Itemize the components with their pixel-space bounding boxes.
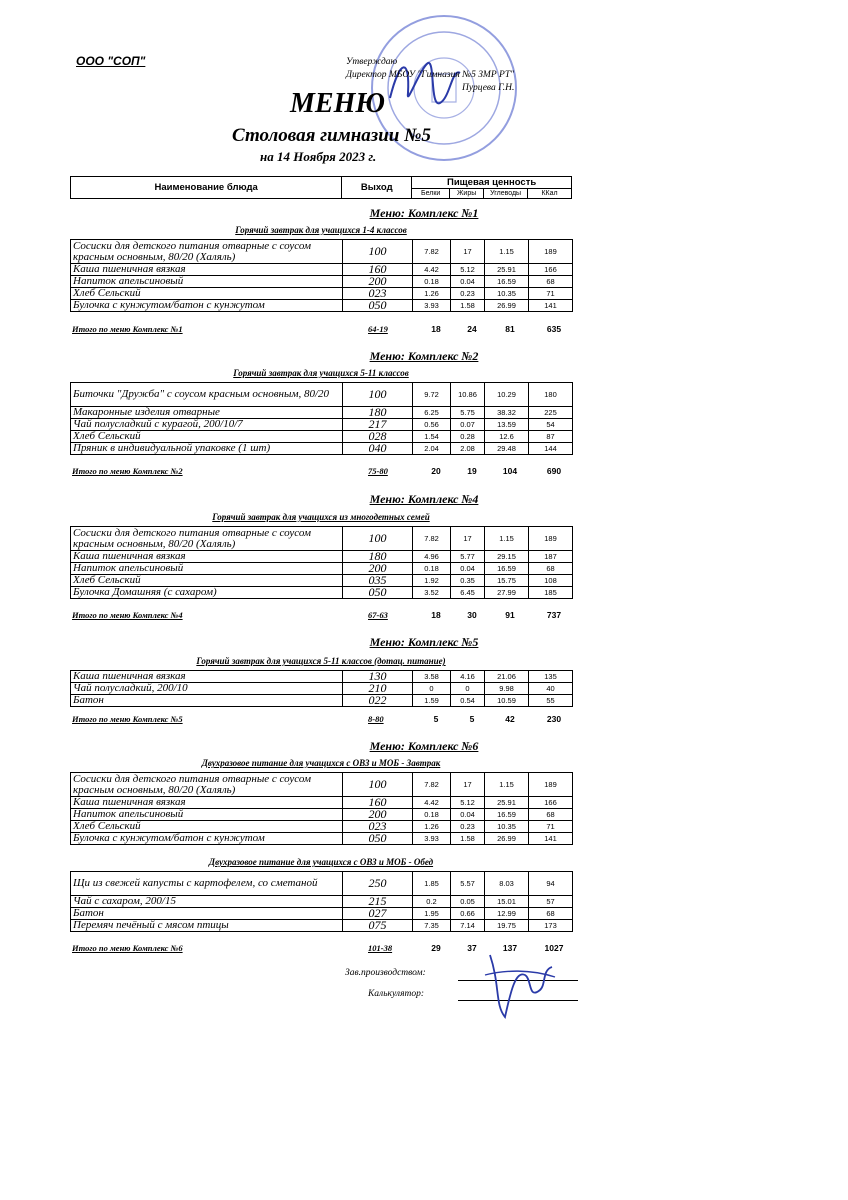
dish-name: Хлеб Сельский bbox=[71, 575, 343, 587]
table-row bbox=[71, 383, 573, 407]
dish-output: 050 bbox=[343, 587, 413, 599]
dish-fat: 1.58 bbox=[451, 300, 485, 312]
dish-kcal: 68 bbox=[529, 563, 573, 575]
total-protein: 5 bbox=[433, 714, 439, 724]
total-label: Итого по меню Комплекс №5 bbox=[72, 714, 183, 724]
dish-kcal: 40 bbox=[529, 683, 573, 695]
table-row bbox=[71, 908, 573, 920]
col-carbs-header: Углеводы bbox=[484, 189, 528, 199]
dish-carbs: 12.99 bbox=[485, 908, 529, 920]
section-title: Меню: Комплекс №5 bbox=[369, 635, 479, 649]
dish-fat: 0.04 bbox=[451, 809, 485, 821]
table-row bbox=[71, 264, 573, 276]
dish-name: Батон bbox=[71, 908, 343, 920]
dish-name: Напиток апельсиновый bbox=[71, 276, 343, 288]
dish-fat: 5.12 bbox=[451, 797, 485, 809]
dish-protein: 4.96 bbox=[413, 551, 451, 563]
table-row bbox=[71, 896, 573, 908]
dish-name: Сосиски для детского питания отварные с соусом красным основным, 80/20 (Халяль) bbox=[71, 527, 343, 551]
dish-carbs: 29.48 bbox=[485, 443, 529, 455]
dish-name: Хлеб Сельский bbox=[71, 288, 343, 300]
dish-output: 028 bbox=[343, 431, 413, 443]
dish-protein: 7.82 bbox=[413, 240, 451, 264]
dish-fat: 5.57 bbox=[451, 872, 485, 896]
table-row bbox=[71, 773, 573, 797]
table-row bbox=[71, 575, 573, 587]
dish-protein: 3.93 bbox=[413, 833, 451, 845]
total-protein: 20 bbox=[431, 466, 441, 476]
dish-kcal: 68 bbox=[529, 908, 573, 920]
approve-person: Пурцева Г.Н. bbox=[462, 83, 515, 93]
dish-fat: 17 bbox=[451, 527, 485, 551]
dish-output: 050 bbox=[343, 300, 413, 312]
dish-fat: 0.04 bbox=[451, 276, 485, 288]
dish-output: 023 bbox=[343, 288, 413, 300]
total-kcal: 1027 bbox=[544, 943, 564, 953]
dish-output: 027 bbox=[343, 908, 413, 920]
table-row bbox=[71, 551, 573, 563]
dish-output: 100 bbox=[343, 773, 413, 797]
dish-name: Напиток апельсиновый bbox=[71, 809, 343, 821]
dish-protein: 6.25 bbox=[413, 407, 451, 419]
dish-protein: 7.35 bbox=[413, 920, 451, 932]
menu-table bbox=[70, 670, 573, 707]
total-kcal: 737 bbox=[546, 610, 562, 620]
total-kcal: 635 bbox=[546, 324, 562, 334]
dish-fat: 0.35 bbox=[451, 575, 485, 587]
dish-carbs: 10.35 bbox=[485, 821, 529, 833]
approve-label: Утверждаю bbox=[346, 57, 398, 67]
dish-output: 200 bbox=[343, 563, 413, 575]
dish-protein: 1.92 bbox=[413, 575, 451, 587]
dish-carbs: 38.32 bbox=[485, 407, 529, 419]
dish-carbs: 15.01 bbox=[485, 896, 529, 908]
dish-carbs: 15.75 bbox=[485, 575, 529, 587]
page-subtitle: Столовая гимназии №5 bbox=[232, 125, 431, 146]
dish-kcal: 166 bbox=[529, 797, 573, 809]
dish-protein: 0.18 bbox=[413, 809, 451, 821]
dish-kcal: 187 bbox=[529, 551, 573, 563]
total-row bbox=[70, 610, 572, 622]
section-subtitle: Горячий завтрак для учащихся 1-4 классов bbox=[235, 225, 407, 235]
total-label: Итого по меню Комплекс №1 bbox=[72, 324, 183, 334]
dish-fat: 1.58 bbox=[451, 833, 485, 845]
col-nutrition-header: Пищевая ценность bbox=[412, 177, 572, 189]
dish-name: Каша пшеничная вязкая bbox=[71, 264, 343, 276]
dish-kcal: 141 bbox=[529, 300, 573, 312]
dish-kcal: 185 bbox=[529, 587, 573, 599]
menu-table bbox=[70, 526, 573, 599]
dish-protein: 0.18 bbox=[413, 563, 451, 575]
total-carbs: 42 bbox=[505, 714, 515, 724]
total-output: 101-38 bbox=[368, 943, 393, 953]
total-output: 8-80 bbox=[368, 714, 384, 724]
dish-fat: 0.04 bbox=[451, 563, 485, 575]
approve-position: Директор МБОУ "Гимназия №5 ЗМР РТ" bbox=[346, 70, 515, 80]
section-title: Меню: Комплекс №6 bbox=[369, 739, 479, 753]
dish-name: Хлеб Сельский bbox=[71, 821, 343, 833]
table-row bbox=[71, 407, 573, 419]
dish-name: Каша пшеничная вязкая bbox=[71, 671, 343, 683]
dish-protein: 1.54 bbox=[413, 431, 451, 443]
dish-carbs: 1.15 bbox=[485, 527, 529, 551]
dish-protein: 1.95 bbox=[413, 908, 451, 920]
dish-kcal: 225 bbox=[529, 407, 573, 419]
col-output-header: Выход bbox=[342, 177, 412, 199]
table-row bbox=[71, 288, 573, 300]
calculator-label: Калькулятор: bbox=[368, 989, 425, 999]
total-kcal: 690 bbox=[546, 466, 562, 476]
total-output: 75-80 bbox=[368, 466, 388, 476]
dish-output: 130 bbox=[343, 671, 413, 683]
dish-output: 040 bbox=[343, 443, 413, 455]
dish-kcal: 141 bbox=[529, 833, 573, 845]
dish-kcal: 94 bbox=[529, 872, 573, 896]
dish-protein: 1.26 bbox=[413, 288, 451, 300]
total-label: Итого по меню Комплекс №2 bbox=[72, 466, 183, 476]
dish-name: Сосиски для детского питания отварные с соусом красным основным, 80/20 (Халяль) bbox=[71, 773, 343, 797]
col-protein-header: Белки bbox=[412, 189, 450, 199]
dish-protein: 7.82 bbox=[413, 527, 451, 551]
dish-fat: 0.23 bbox=[451, 821, 485, 833]
dish-carbs: 16.59 bbox=[485, 563, 529, 575]
dish-fat: 0.07 bbox=[451, 419, 485, 431]
total-fat: 37 bbox=[467, 943, 477, 953]
dish-name: Биточки "Дружба" с соусом красным основным, 80/20 bbox=[71, 383, 343, 407]
section-title: Меню: Комплекс №1 bbox=[369, 206, 479, 220]
total-label: Итого по меню Комплекс №4 bbox=[72, 610, 183, 620]
table-row bbox=[71, 872, 573, 896]
dish-carbs: 10.35 bbox=[485, 288, 529, 300]
column-header bbox=[70, 176, 572, 199]
table-row bbox=[71, 527, 573, 551]
menu-table bbox=[70, 772, 573, 845]
dish-kcal: 54 bbox=[529, 419, 573, 431]
dish-fat: 0.23 bbox=[451, 288, 485, 300]
dish-output: 160 bbox=[343, 797, 413, 809]
table-row bbox=[71, 671, 573, 683]
dish-kcal: 135 bbox=[529, 671, 573, 683]
dish-carbs: 1.15 bbox=[485, 240, 529, 264]
dish-fat: 10.86 bbox=[451, 383, 485, 407]
dish-kcal: 189 bbox=[529, 527, 573, 551]
dish-fat: 0.54 bbox=[451, 695, 485, 707]
dish-name: Каша пшеничная вязкая bbox=[71, 797, 343, 809]
table-row bbox=[71, 587, 573, 599]
dish-carbs: 21.06 bbox=[485, 671, 529, 683]
production-signature bbox=[470, 945, 560, 1025]
dish-kcal: 68 bbox=[529, 809, 573, 821]
table-row bbox=[71, 300, 573, 312]
table-row bbox=[71, 419, 573, 431]
table-row bbox=[71, 695, 573, 707]
dish-output: 210 bbox=[343, 683, 413, 695]
dish-carbs: 9.98 bbox=[485, 683, 529, 695]
dish-carbs: 10.59 bbox=[485, 695, 529, 707]
dish-protein: 1.85 bbox=[413, 872, 451, 896]
dish-name: Булочка Домашняя (с сахаром) bbox=[71, 587, 343, 599]
dish-fat: 0.28 bbox=[451, 431, 485, 443]
total-kcal: 230 bbox=[546, 714, 562, 724]
dish-carbs: 12.6 bbox=[485, 431, 529, 443]
menu-table bbox=[70, 239, 573, 312]
section-title: Меню: Комплекс №2 bbox=[369, 349, 479, 363]
dish-fat: 17 bbox=[451, 773, 485, 797]
dish-output: 022 bbox=[343, 695, 413, 707]
col-name-header: Наименование блюда bbox=[71, 177, 342, 199]
dish-kcal: 71 bbox=[529, 288, 573, 300]
dish-output: 160 bbox=[343, 264, 413, 276]
dish-name: Каша пшеничная вязкая bbox=[71, 551, 343, 563]
total-output: 64-19 bbox=[368, 324, 388, 334]
dish-fat: 5.12 bbox=[451, 264, 485, 276]
dish-fat: 17 bbox=[451, 240, 485, 264]
table-row bbox=[71, 809, 573, 821]
page-title: МЕНЮ bbox=[290, 88, 385, 119]
dish-carbs: 25.91 bbox=[485, 797, 529, 809]
dish-kcal: 57 bbox=[529, 896, 573, 908]
dish-output: 023 bbox=[343, 821, 413, 833]
section-subtitle: Горячий завтрак для учащихся 5-11 классов (дотац. питание) bbox=[196, 656, 446, 666]
dish-fat: 4.16 bbox=[451, 671, 485, 683]
dish-carbs: 16.59 bbox=[485, 276, 529, 288]
dish-carbs: 26.99 bbox=[485, 833, 529, 845]
total-fat: 5 bbox=[469, 714, 475, 724]
dish-protein: 4.42 bbox=[413, 264, 451, 276]
dish-protein: 7.82 bbox=[413, 773, 451, 797]
section-subtitle-lunch: Двухразовое питание для учащихся с ОВЗ и МОБ - Обед bbox=[208, 857, 434, 867]
dish-output: 215 bbox=[343, 896, 413, 908]
total-fat: 19 bbox=[467, 466, 477, 476]
dish-protein: 4.42 bbox=[413, 797, 451, 809]
dish-kcal: 71 bbox=[529, 821, 573, 833]
table-row bbox=[71, 920, 573, 932]
dish-name: Перемяч печёный с мясом птицы bbox=[71, 920, 343, 932]
total-fat: 30 bbox=[467, 610, 477, 620]
dish-name: Булочка с кунжутом/батон с кунжутом bbox=[71, 300, 343, 312]
dish-carbs: 1.15 bbox=[485, 773, 529, 797]
dish-protein: 1.59 bbox=[413, 695, 451, 707]
dish-carbs: 29.15 bbox=[485, 551, 529, 563]
dish-name: Чай полусладкий, 200/10 bbox=[71, 683, 343, 695]
dish-fat: 0.05 bbox=[451, 896, 485, 908]
dish-name: Напиток апельсиновый bbox=[71, 563, 343, 575]
total-label: Итого по меню Комплекс №6 bbox=[72, 943, 183, 953]
section-subtitle: Горячий завтрак для учащихся из многодетных семей bbox=[212, 512, 430, 522]
dish-carbs: 8.03 bbox=[485, 872, 529, 896]
total-protein: 18 bbox=[431, 610, 441, 620]
dish-name: Щи из свежей капусты с картофелем, со сметаной bbox=[71, 872, 343, 896]
dish-output: 200 bbox=[343, 809, 413, 821]
total-output: 67-63 bbox=[368, 610, 388, 620]
dish-protein: 9.72 bbox=[413, 383, 451, 407]
total-fat: 24 bbox=[467, 324, 477, 334]
dish-protein: 3.58 bbox=[413, 671, 451, 683]
dish-name: Пряник в индивидуальной упаковке (1 шт) bbox=[71, 443, 343, 455]
dish-protein: 0 bbox=[413, 683, 451, 695]
table-row bbox=[71, 276, 573, 288]
dish-carbs: 27.99 bbox=[485, 587, 529, 599]
dish-output: 050 bbox=[343, 833, 413, 845]
dish-kcal: 189 bbox=[529, 773, 573, 797]
dish-protein: 3.52 bbox=[413, 587, 451, 599]
col-kcal-header: ККал bbox=[528, 189, 572, 199]
table-row bbox=[71, 797, 573, 809]
dish-kcal: 108 bbox=[529, 575, 573, 587]
table-row bbox=[71, 833, 573, 845]
col-fat-header: Жиры bbox=[450, 189, 484, 199]
dish-output: 035 bbox=[343, 575, 413, 587]
dish-fat: 2.08 bbox=[451, 443, 485, 455]
menu-table-lunch bbox=[70, 871, 573, 932]
dish-name: Чай с сахаром, 200/15 bbox=[71, 896, 343, 908]
menu-table bbox=[70, 382, 573, 455]
menu-date: на 14 Ноября 2023 г. bbox=[260, 149, 377, 164]
dish-output: 250 bbox=[343, 872, 413, 896]
total-row bbox=[70, 466, 572, 478]
dish-output: 075 bbox=[343, 920, 413, 932]
dish-output: 100 bbox=[343, 383, 413, 407]
dish-output: 100 bbox=[343, 527, 413, 551]
dish-name: Хлеб Сельский bbox=[71, 431, 343, 443]
dish-fat: 0 bbox=[451, 683, 485, 695]
dish-protein: 0.2 bbox=[413, 896, 451, 908]
dish-name: Чай полусладкий с курагой, 200/10/7 bbox=[71, 419, 343, 431]
dish-carbs: 10.29 bbox=[485, 383, 529, 407]
dish-kcal: 189 bbox=[529, 240, 573, 264]
production-head-label: Зав.производством: bbox=[345, 968, 426, 978]
table-row bbox=[71, 683, 573, 695]
dish-kcal: 87 bbox=[529, 431, 573, 443]
table-row bbox=[71, 563, 573, 575]
dish-output: 217 bbox=[343, 419, 413, 431]
section-subtitle: Горячий завтрак для учащихся 5-11 классов bbox=[233, 368, 409, 378]
dish-output: 100 bbox=[343, 240, 413, 264]
table-row bbox=[71, 821, 573, 833]
dish-kcal: 173 bbox=[529, 920, 573, 932]
dish-carbs: 16.59 bbox=[485, 809, 529, 821]
table-row bbox=[71, 443, 573, 455]
dish-protein: 3.93 bbox=[413, 300, 451, 312]
total-carbs: 137 bbox=[502, 943, 518, 953]
dish-output: 180 bbox=[343, 407, 413, 419]
dish-name: Батон bbox=[71, 695, 343, 707]
dish-fat: 5.77 bbox=[451, 551, 485, 563]
dish-kcal: 166 bbox=[529, 264, 573, 276]
total-row bbox=[70, 714, 572, 726]
dish-kcal: 144 bbox=[529, 443, 573, 455]
section-subtitle: Двухразовое питание для учащихся с ОВЗ и МОБ - Завтрак bbox=[201, 758, 441, 768]
total-carbs: 104 bbox=[502, 466, 518, 476]
section-title: Меню: Комплекс №4 bbox=[369, 492, 479, 506]
dish-carbs: 19.75 bbox=[485, 920, 529, 932]
total-carbs: 91 bbox=[505, 610, 515, 620]
dish-fat: 0.66 bbox=[451, 908, 485, 920]
dish-fat: 6.45 bbox=[451, 587, 485, 599]
dish-carbs: 25.91 bbox=[485, 264, 529, 276]
company-name: ООО "СОП" bbox=[76, 54, 146, 68]
dish-output: 180 bbox=[343, 551, 413, 563]
dish-kcal: 55 bbox=[529, 695, 573, 707]
dish-protein: 1.26 bbox=[413, 821, 451, 833]
dish-protein: 0.56 bbox=[413, 419, 451, 431]
total-carbs: 81 bbox=[505, 324, 515, 334]
dish-name: Сосиски для детского питания отварные с соусом красным основным, 80/20 (Халяль) bbox=[71, 240, 343, 264]
table-row bbox=[71, 431, 573, 443]
dish-name: Булочка с кунжутом/батон с кунжутом bbox=[71, 833, 343, 845]
dish-carbs: 13.59 bbox=[485, 419, 529, 431]
dish-fat: 7.14 bbox=[451, 920, 485, 932]
dish-kcal: 180 bbox=[529, 383, 573, 407]
dish-output: 200 bbox=[343, 276, 413, 288]
total-row bbox=[70, 324, 572, 336]
dish-carbs: 26.99 bbox=[485, 300, 529, 312]
table-row bbox=[71, 240, 573, 264]
total-protein: 29 bbox=[431, 943, 441, 953]
dish-protein: 2.04 bbox=[413, 443, 451, 455]
dish-fat: 5.75 bbox=[451, 407, 485, 419]
dish-protein: 0.18 bbox=[413, 276, 451, 288]
dish-kcal: 68 bbox=[529, 276, 573, 288]
total-protein: 18 bbox=[431, 324, 441, 334]
dish-name: Макаронные изделия отварные bbox=[71, 407, 343, 419]
